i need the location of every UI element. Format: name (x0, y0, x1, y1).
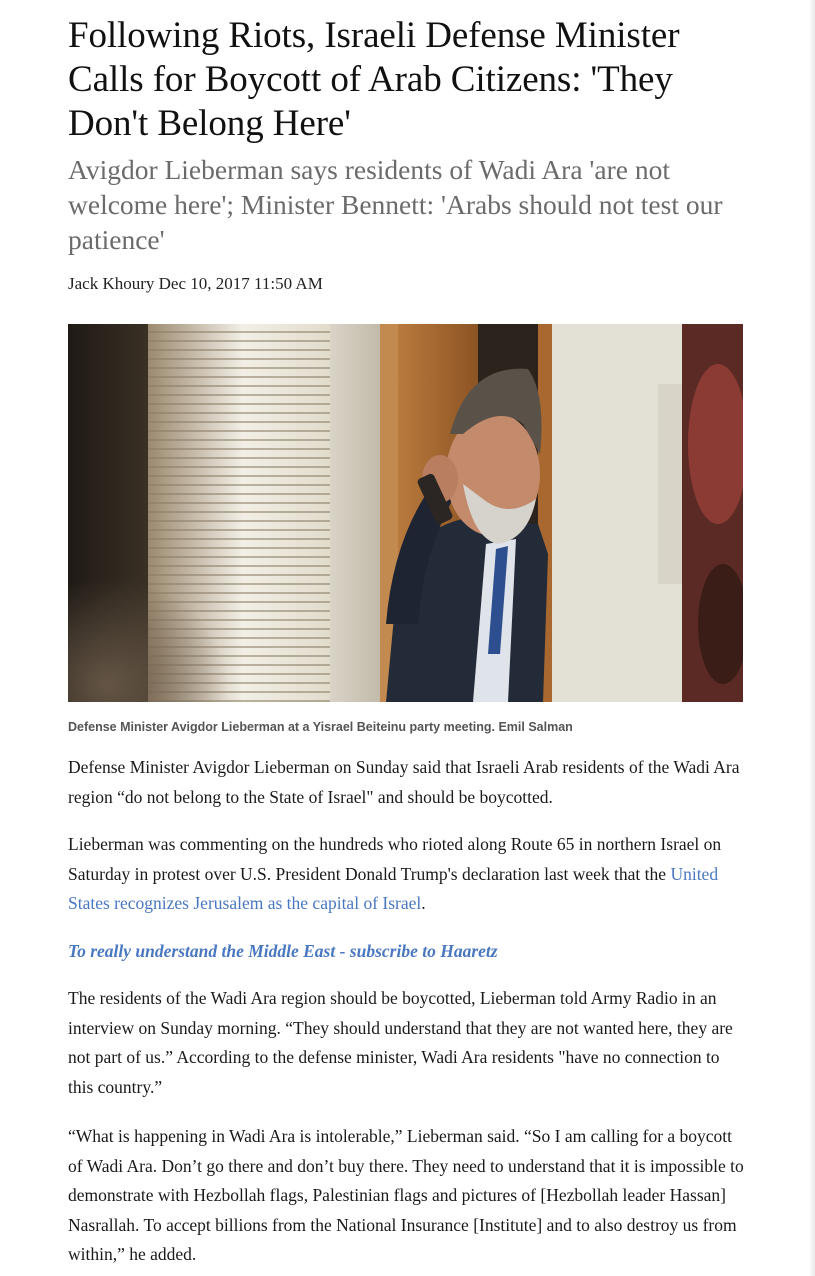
article (68, 14, 744, 1270)
page-edge-shadow (809, 0, 815, 1276)
body-paragraph-2-end: . (421, 893, 426, 913)
body-paragraph-4: “What is happening in Wadi Ara is intolerable,” Lieberman said. “So I am calling for a boycott of Wadi Ara. Don’t go there and don’t buy there. They need to understand that it is impossible to demonstrate with Hezbollah flags, Palestinian flags and pictures of [Hezbollah leader Hassan] Nasrallah. To accept billions from the National Insurance [Institute] and to also destroy us from within,” he added. (68, 1126, 744, 1264)
body-paragraph-3: The residents of the Wadi Ara region should be boycotted, Lieberman told Army Radio in an interview on Sunday morning. “They should understand that they are not wanted here, they are not part of us.” According to the defense minister, Wadi Ara residents "have no connection to this country.” (68, 988, 733, 1097)
article-subheadline: Avigdor Lieberman says residents of Wadi Ara 'are not welcome here'; Minister Bennett: 'Arabs should not test our patience' (68, 154, 723, 255)
body-paragraph-2 (68, 830, 744, 919)
article-byline: Jack Khoury Dec 10, 2017 11:50 AM (68, 274, 323, 293)
jerusalem-recognition-link[interactable]: United States recognizes Jerusalem as the capital of Israel (68, 863, 719, 913)
hero-photo-illustration (68, 324, 743, 702)
body-paragraph-1: Defense Minister Avigdor Lieberman on Sunday said that Israeli Arab residents of the Wadi Ara region “do not belong to the State of Israel" and should be boycotted. (68, 757, 740, 807)
subscribe-promo-link[interactable]: To really understand the Middle East - subscribe to Haaretz (68, 940, 498, 961)
image-caption: Defense Minister Avigdor Lieberman at a Yisrael Beiteinu party meeting. Emil Salman (68, 720, 573, 734)
article-headline: Following Riots, Israeli Defense Minister Calls for Boycott of Arab Citizens: 'They Don't Belong Here' (68, 15, 680, 144)
body-paragraph-2-text: Lieberman was commenting on the hundreds who rioted along Route 65 in northern Israel on Saturday in protest over U.S. President Donald Trump's declaration last week that the (68, 834, 722, 884)
hero-image (68, 324, 743, 702)
